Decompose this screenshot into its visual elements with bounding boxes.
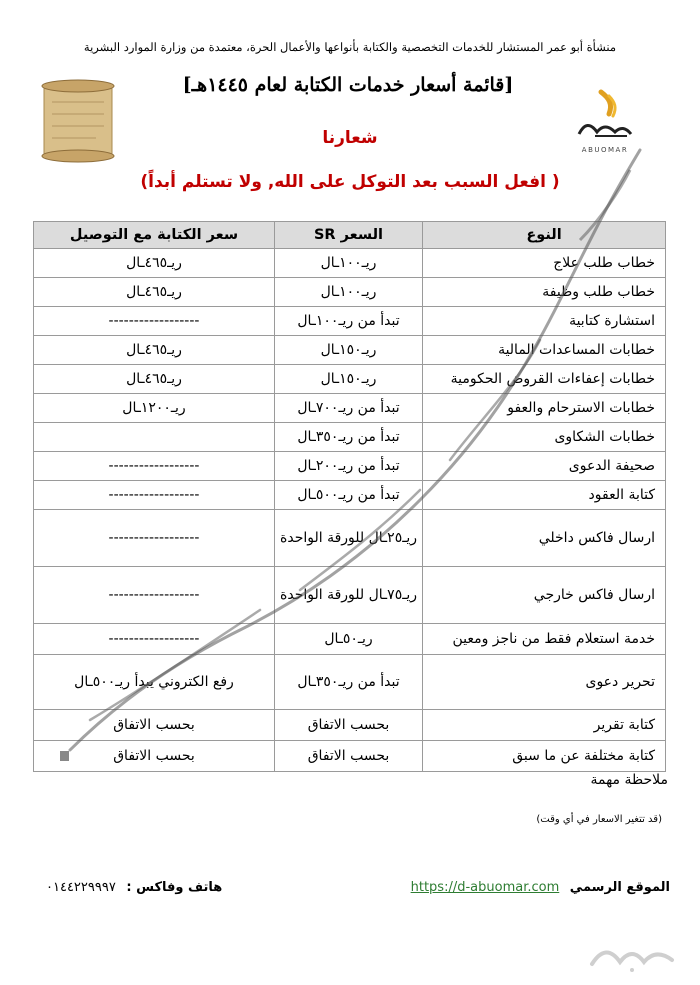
table-row — [34, 567, 666, 624]
cell-price: تبدأ من ريـ٣٥٠ـال — [275, 655, 423, 710]
table-row — [34, 336, 666, 365]
cell-delivery: ------------------ — [34, 510, 275, 567]
table-header-row — [34, 222, 666, 249]
cell-type: خطاب طلب وظيفة — [423, 278, 666, 307]
table-row — [34, 249, 666, 278]
cell-type: خطابات المساعدات المالية — [423, 336, 666, 365]
cell-delivery: ريـ٤٦٥ـال — [34, 249, 275, 278]
cell-delivery: ريـ٤٦٥ـال — [34, 365, 275, 394]
cell-price: ريـ١٠٠ـال — [275, 278, 423, 307]
cell-price: ريـ٧٥ـال للورقة الواحدة — [275, 567, 423, 624]
cell-delivery — [34, 423, 275, 452]
scroll-image — [36, 78, 120, 164]
logo-caption: ABUOMAR — [581, 146, 629, 154]
notes-label: ملاحظة مهمة — [590, 772, 668, 788]
cell-delivery: ------------------ — [34, 452, 275, 481]
cell-type: كتابة تقرير — [423, 710, 666, 741]
cell-type: خطابات الشكاوى — [423, 423, 666, 452]
cell-price: تبدأ من ريـ٧٠٠ـال — [275, 394, 423, 423]
motto-label: شعارنا — [322, 128, 378, 148]
table-row — [34, 307, 666, 336]
cell-type: ارسال فاكس خارجي — [423, 567, 666, 624]
cell-price: تبدأ من ريـ٣٥٠ـال — [275, 423, 423, 452]
cell-type: صحيفة الدعوى — [423, 452, 666, 481]
cell-price: بحسب الاتفاق — [275, 710, 423, 741]
cell-type: خطاب طلب علاج — [423, 249, 666, 278]
cell-price: تبدأ من ريـ١٠٠ـال — [275, 307, 423, 336]
cell-delivery: ------------------ — [34, 624, 275, 655]
footer-phone — [46, 880, 222, 895]
website-label: الموقع الرسمي — [569, 880, 670, 895]
header-note: منشأة أبو عمر المستشار للخدمات التخصصية والكتابة بأنواعها والأعمال الحرة، معتمدة من وزارة الموارد البشرية — [83, 40, 617, 54]
cell-type: استشارة كتابية — [423, 307, 666, 336]
cell-type: كتابة العقود — [423, 481, 666, 510]
footer-website — [411, 880, 670, 895]
table-row — [34, 710, 666, 741]
cell-delivery: بحسب الاتفاق — [34, 710, 275, 741]
cell-delivery: ------------------ — [34, 567, 275, 624]
table-row — [34, 655, 666, 710]
table-row — [34, 278, 666, 307]
phone-label: هاتف وفاكس : — [126, 880, 223, 895]
table-row — [34, 452, 666, 481]
cell-delivery: ريـ٤٦٥ـال — [34, 278, 275, 307]
cell-delivery: ريـ٤٦٥ـال — [34, 336, 275, 365]
cell-type: كتابة مختلفة عن ما سبق — [423, 741, 666, 772]
cell-delivery: ------------------ — [34, 481, 275, 510]
column-header-type: النوع — [423, 222, 666, 249]
corner-mark — [60, 751, 69, 761]
table-row — [34, 510, 666, 567]
notes-text: (قد تتغير الاسعار في أي وقت) — [536, 814, 662, 825]
website-link[interactable]: https://d-abuomar.com — [410, 880, 560, 895]
cell-type: تحرير دعوى — [423, 655, 666, 710]
motto-text: ( افعل السبب بعد التوكل على الله, ولا تستلم أبداً) — [140, 172, 560, 192]
cell-type: ارسال فاكس داخلي — [423, 510, 666, 567]
column-header-price: السعر SR — [275, 222, 423, 249]
column-header-delivery: سعر الكتابة مع التوصيل — [34, 222, 275, 249]
cell-delivery: ريـ١٢٠٠ـال — [34, 394, 275, 423]
cell-price: ريـ١٥٠ـال — [275, 365, 423, 394]
cell-delivery: ------------------ — [34, 307, 275, 336]
cell-type: خطابات إعفاءات القروض الحكومية — [423, 365, 666, 394]
table-row — [34, 423, 666, 452]
cell-price: ريـ٥٠ـال — [275, 624, 423, 655]
cell-type: خدمة استعلام فقط من ناجز ومعين — [423, 624, 666, 655]
cell-price: تبدأ من ريـ٥٠٠ـال — [275, 481, 423, 510]
table-row — [34, 365, 666, 394]
table-row — [34, 624, 666, 655]
cell-price: بحسب الاتفاق — [275, 741, 423, 772]
table-row — [34, 481, 666, 510]
table-row — [34, 741, 666, 772]
table-row — [34, 394, 666, 423]
cell-delivery: رفع الكتروني يبدأ ريـ٥٠٠ـال — [34, 655, 275, 710]
cell-delivery: بحسب الاتفاق — [34, 741, 275, 772]
haraj-watermark-logo — [586, 936, 678, 976]
cell-type: خطابات الاسترحام والعفو — [423, 394, 666, 423]
cell-price: ريـ١٥٠ـال — [275, 336, 423, 365]
cell-price: ريـ٢٥ـال للورقة الواحدة — [275, 510, 423, 567]
page-title: [قائمة أسعار خدمات الكتابة لعام ١٤٤٥هـ] — [182, 74, 514, 96]
price-table — [33, 221, 666, 772]
phone-number: ٠١٤٤٢٢٩٩٩٧ — [46, 880, 116, 895]
cell-price: ريـ١٠٠ـال — [275, 249, 423, 278]
cell-price: تبدأ من ريـ٢٠٠ـال — [275, 452, 423, 481]
